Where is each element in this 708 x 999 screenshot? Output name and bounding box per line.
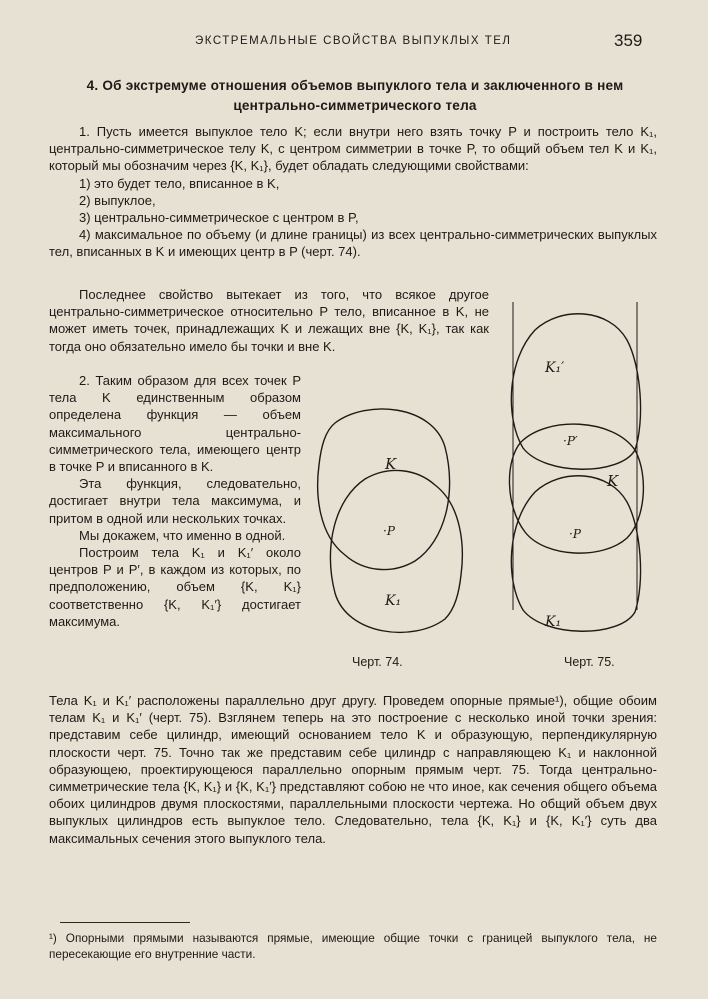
caption-75: Черт. 75. bbox=[564, 655, 615, 669]
paragraph-6b: Тела K₁ и K₁′ расположены параллельно друг другу. Проведем опорные прямые¹), общие обоим телам K₁ и K₁′ (черт. 75). Взглянем теперь на это построение с несколько иной точки зрения: представим себе цилиндр, имеющий основанием тело K и образующую, перпендикулярную плоскости черт. 75. Точно так же представим себе цилиндр с направляющею K₁ и наклонной образующею, проектирующеюся параллельно опорным прямым черт. 75. Тогда центрально-симметрические тела {K, K₁} и {K, K₁′} представляют собою не что иное, как сечения общего объема обоих цилиндров двумя плоскостями, параллельными плоскости чертежа. Но общий объем двух выпуклых цилиндров есть выпуклое тело. Следовательно, тела {K, K₁} и {K, K₁′} суть два максимальных сечения этого выпуклого тела. bbox=[49, 693, 657, 846]
paragraph-5: Мы докажем, что именно в одной. bbox=[79, 527, 286, 543]
label-k: K bbox=[385, 455, 397, 473]
paragraph-1: 1. Пусть имеется выпуклое тело K; если внутри него взять точку P и построить тело K₁, центрально-симметрическое телу K, с центром симметрии в точке P, то общий объем тел K и K₁, который мы обозначим через {K, K₁}, будет обладать следующими свойствами: bbox=[49, 124, 657, 174]
footnote-rule bbox=[60, 922, 190, 923]
label-p-prime: ·P′ bbox=[563, 434, 578, 448]
label-k1: K₁ bbox=[385, 593, 402, 609]
paragraph-3: 2. Таким образом для всех точек P тела K единственным образом определена функция — объем максимального центрально-симметрического тела, имеющего центр в точке P и вписанного в K. bbox=[49, 373, 301, 475]
intro-block bbox=[49, 123, 657, 261]
figure-75 bbox=[495, 300, 655, 655]
paragraph-2: Последнее свойство вытекает из того, что всякое другое центрально-симметрическое относительно P тело, вписанное в K, не может иметь точек, принадлежащих K и лежащих вне {K, K₁}, так как тогда оно обязательно имело бы точки и вне K. bbox=[49, 287, 489, 354]
property-2: 2) выпуклое, bbox=[79, 192, 156, 208]
property-4: 4) максимальное по объему (и длине границы) из всех центрально-симметрических выпуклых тел, вписанных в K и имеющих центр в P (черт. 74). bbox=[49, 227, 657, 260]
body-k-outline bbox=[318, 409, 450, 570]
running-head: ЭКСТРЕМАЛЬНЫЕ СВОЙСТВА ВЫПУКЛЫХ ТЕЛ bbox=[195, 35, 512, 47]
footnote: ¹) Опорными прямыми называются прямые, имеющие общие точки с границей выпуклого тела, не пересекающие его внутренние части. bbox=[49, 931, 657, 961]
paragraph-2-block bbox=[49, 286, 489, 355]
caption-74: Черт. 74. bbox=[352, 655, 403, 669]
label-p: ·P bbox=[569, 527, 581, 541]
paragraph-4: Эта функция, следовательно, достигает внутри тела максимума, и притом в одной или нескольких точках. bbox=[49, 476, 301, 526]
label-k1-prime: K₁′ bbox=[545, 360, 565, 376]
page-number: 359 bbox=[614, 31, 643, 50]
label-k: K bbox=[607, 472, 619, 490]
section-title: 4. Об экстремуме отношения объемов выпуклого тела и заключенного в нем центрально-симметрического тела bbox=[86, 78, 624, 113]
label-k1: K₁ bbox=[545, 614, 562, 630]
label-p: ·P bbox=[383, 524, 395, 538]
property-1: 1) это будет тело, вписанное в K, bbox=[79, 175, 280, 191]
paragraph-6a: Построим тела K₁ и K₁′ около центров P и P′, в каждом из которых, по предположению, объем {K, K₁} соответственно {K, K₁′} достигает максимума. bbox=[49, 545, 301, 629]
narrow-column bbox=[49, 372, 301, 630]
figure-74 bbox=[305, 395, 475, 655]
property-3: 3) центрально-симметрическое с центром в P, bbox=[79, 210, 359, 226]
paragraph-6b-block bbox=[49, 692, 657, 847]
